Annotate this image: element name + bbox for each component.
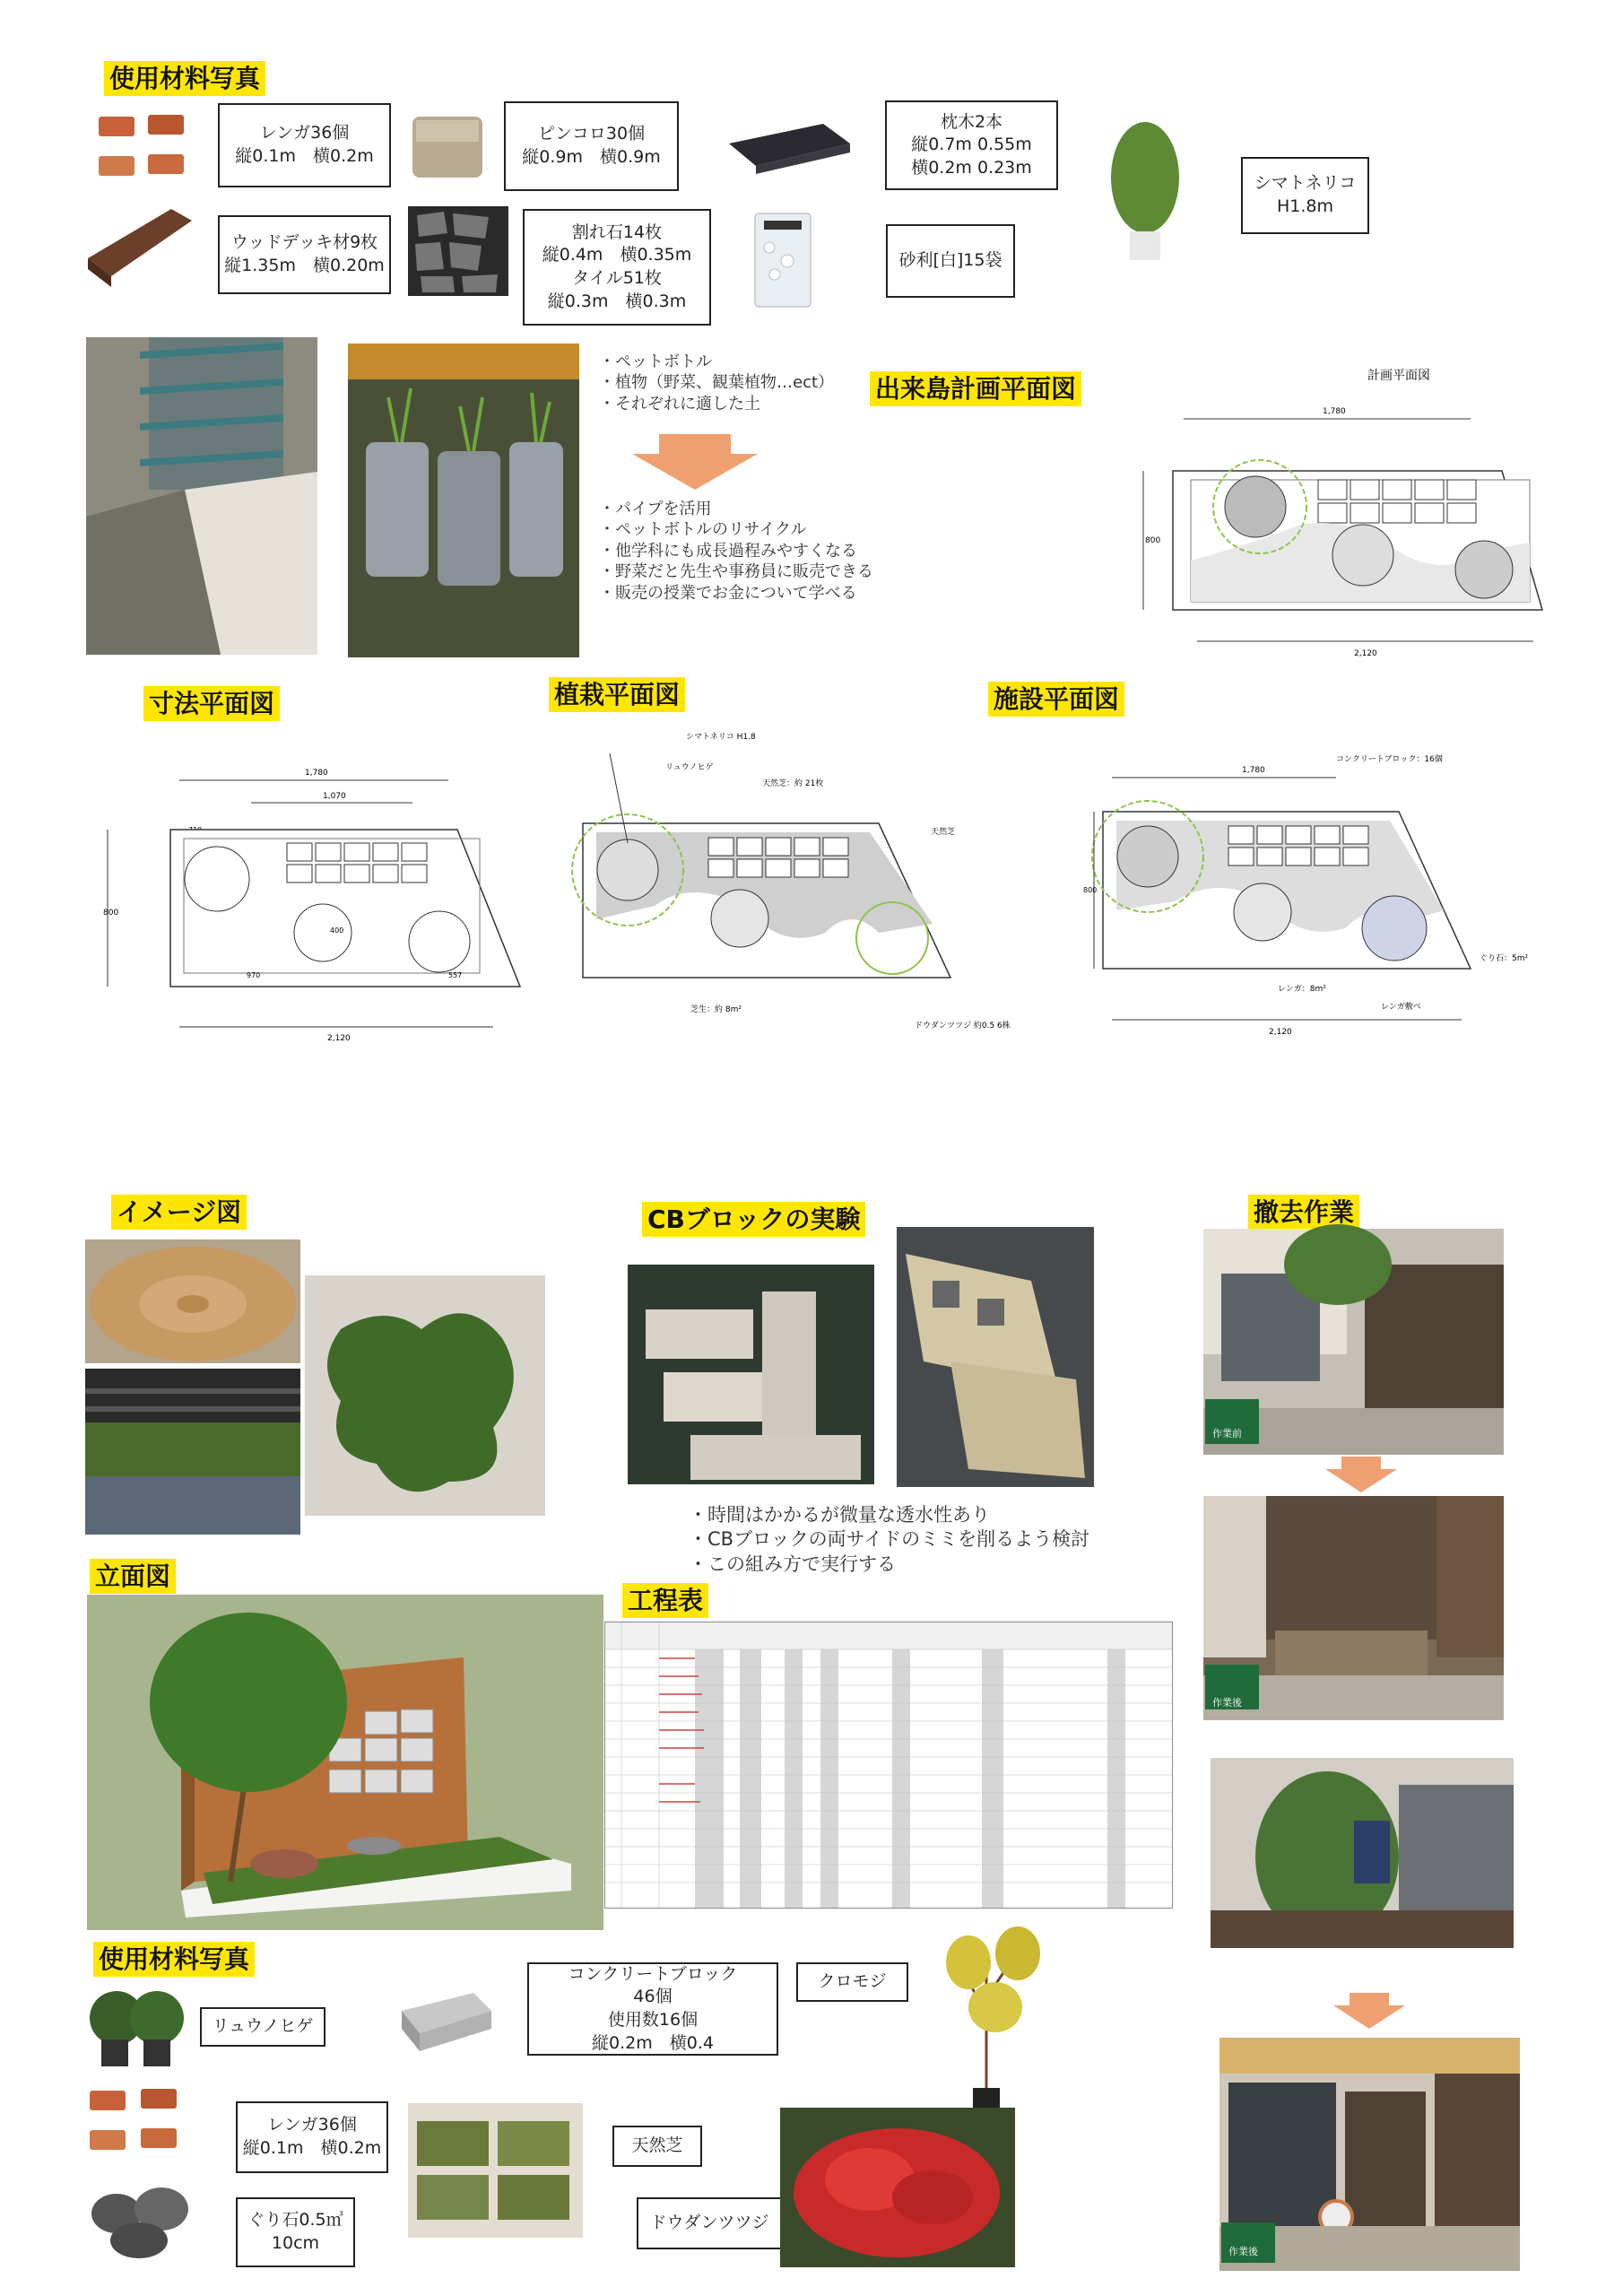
svg-text:400: 400 — [330, 926, 344, 935]
bricks-photo — [94, 106, 193, 187]
removal-caption: 作業後 — [1228, 2246, 1258, 2257]
svg-text:コンクリートブロック：16個: コンクリートブロック：16個 — [1336, 755, 1443, 764]
svg-text:ドウダンツツジ 約0.5 6株: ドウダンツツジ 約0.5 6株 — [915, 1022, 1011, 1031]
cb-notes-list: ・時間はかかるが微量な透水性あり ・CBブロックの両サイドのミミを削るよう検討 ・この組み方で実行する — [689, 1504, 1090, 1575]
material-label-dodan-tsutsuji: ドウダンツツジ — [637, 2197, 782, 2249]
removal-header: 撤去作業 — [1248, 1195, 1359, 1230]
material-label-ryunohige: リュウノヒゲ — [200, 2007, 325, 2047]
svg-text:ぐり石：5m²: ぐり石：5m² — [1480, 954, 1529, 963]
fence-garden-photo — [85, 1369, 300, 1535]
schedule-header: 工程表 — [622, 1583, 708, 1618]
material-label-brick: レンガ36個 縦0.1m 横0.2m — [218, 103, 391, 187]
material-label-shimatoneriko: シマトネリコ H1.8m — [1241, 157, 1369, 234]
schedule-table — [604, 1622, 1173, 1909]
concrete-block-photo — [393, 1984, 496, 2056]
removal-work-photo — [1211, 1758, 1514, 1948]
material-label-guri-stone: ぐり石0.5㎥ 10cm — [236, 2197, 355, 2267]
svg-text:970: 970 — [247, 971, 261, 979]
shimatoneriko-photo — [1096, 115, 1194, 265]
arrow-down-icon — [1333, 1993, 1405, 2032]
removal-caption: 作業前 — [1212, 1428, 1242, 1439]
arrow-down-icon — [1325, 1457, 1397, 1496]
material-label-concrete-block: コンクリートブロック 46個 使用数16個 縦0.2m 横0.4 — [527, 1962, 778, 2056]
removal-photo-after-2 — [1219, 2038, 1520, 2271]
svg-text:リュウノヒゲ: リュウノヒゲ — [665, 763, 714, 772]
svg-text:1,780: 1,780 — [1323, 407, 1346, 416]
moss-photo — [305, 1275, 545, 1516]
material-label-sleeper: 枕木2本 縦0.7m 0.55m 横0.2m 0.23m — [885, 100, 1058, 190]
elevation-header: 立面図 — [90, 1559, 176, 1594]
cb-block-photo-1 — [628, 1265, 874, 1484]
material-label-natural-turf: 天然芝 — [612, 2126, 702, 2167]
svg-text:レンガ敷べ: レンガ敷べ — [1381, 1003, 1421, 1012]
svg-text:天然芝: 天然芝 — [931, 828, 956, 837]
facility-plan-header: 施設平面図 — [988, 682, 1124, 717]
material-label-kuromoji: クロモジ — [796, 1962, 908, 2002]
cb-block-photo-2 — [897, 1227, 1094, 1487]
elevation-render — [87, 1595, 603, 1930]
svg-text:レンガ：8m²: レンガ：8m² — [1278, 985, 1326, 994]
svg-text:天然芝：約 21枚: 天然芝：約 21枚 — [762, 779, 824, 788]
svg-text:1,780: 1,780 — [305, 769, 328, 778]
arrow-down-icon — [623, 434, 767, 496]
svg-text:2,120: 2,120 — [327, 1034, 351, 1043]
removal-photo-before — [1203, 1229, 1504, 1455]
gravel-stones-photo — [85, 2178, 197, 2263]
dimension-plan-header: 寸法平面図 — [143, 686, 280, 721]
svg-text:1,070: 1,070 — [323, 792, 346, 801]
sleeper-photo — [725, 117, 855, 175]
removal-photo-after-1 — [1203, 1496, 1504, 1720]
material-label-wood-deck: ウッドデッキ材9枚 縦1.35m 横0.20m — [218, 215, 391, 294]
svg-text:800: 800 — [1083, 886, 1098, 894]
material-label-gravel: 砂利[白]15袋 — [886, 224, 1015, 298]
material-label-brick2: レンガ36個 縦0.1m 横0.2m — [236, 2101, 388, 2173]
svg-text:1,780: 1,780 — [1242, 766, 1265, 775]
svg-text:シマトネリコ H1.8: シマトネリコ H1.8 — [686, 733, 756, 742]
site-photo — [86, 337, 317, 655]
plan-header: 出来島計画平面図 — [870, 371, 1081, 406]
plan-drawing — [1145, 363, 1560, 668]
material-label-pinkoro: ピンコロ30個 縦0.9m 横0.9m — [504, 101, 679, 191]
dimension-plan-drawing — [99, 753, 538, 1049]
svg-text:2,120: 2,120 — [1269, 1028, 1292, 1037]
planting-plan-drawing — [556, 726, 1022, 1049]
planting-plan-header: 植栽平面図 — [549, 677, 685, 712]
facility-plan-drawing — [1040, 749, 1542, 1045]
dodan-tsutsuji-photo — [780, 2108, 1015, 2267]
materials-header: 使用材料写真 — [104, 61, 265, 96]
svg-text:芝生：約 8m²: 芝生：約 8m² — [690, 1005, 742, 1014]
split-stone-photo — [408, 206, 508, 296]
material-label-split-stone: 割れ石14枚 縦0.4m 横0.35m タイル51枚 縦0.3m 横0.3m — [523, 209, 711, 326]
image-header: イメージ図 — [111, 1195, 247, 1230]
pinkoro-photo — [407, 108, 488, 184]
brick-circle-photo — [85, 1239, 300, 1363]
kuromoji-photo — [924, 1909, 1058, 2113]
svg-text:計画平面図: 計画平面図 — [1367, 369, 1430, 383]
svg-text:557: 557 — [448, 971, 463, 979]
idea-after-list: ・パイプを活用 ・ペットボトルのリサイクル ・他学科にも成長過程みやすくなる ・野菜だと先生や事務員に販売できる ・販売の授業でお金について学べる — [599, 500, 873, 603]
svg-text:800: 800 — [1145, 536, 1161, 545]
bottle-garden-photo — [348, 344, 579, 657]
svg-text:2,120: 2,120 — [1354, 649, 1377, 658]
gravel-bag-photo — [751, 212, 814, 309]
removal-caption: 作業後 — [1212, 1697, 1242, 1709]
bricks-photo — [85, 2083, 188, 2160]
materials2-header: 使用材料写真 — [93, 1942, 255, 1977]
svg-text:800: 800 — [103, 909, 119, 918]
idea-before-list: ・ペットボトル ・植物（野菜、観葉植物…ect） ・それぞれに適した土 — [599, 352, 835, 413]
natural-turf-photo — [408, 2103, 583, 2238]
cb-experiment-header: CBブロックの実験 — [642, 1202, 865, 1237]
wood-deck-photo — [86, 204, 194, 291]
ryunohige-photo — [85, 1982, 188, 2076]
